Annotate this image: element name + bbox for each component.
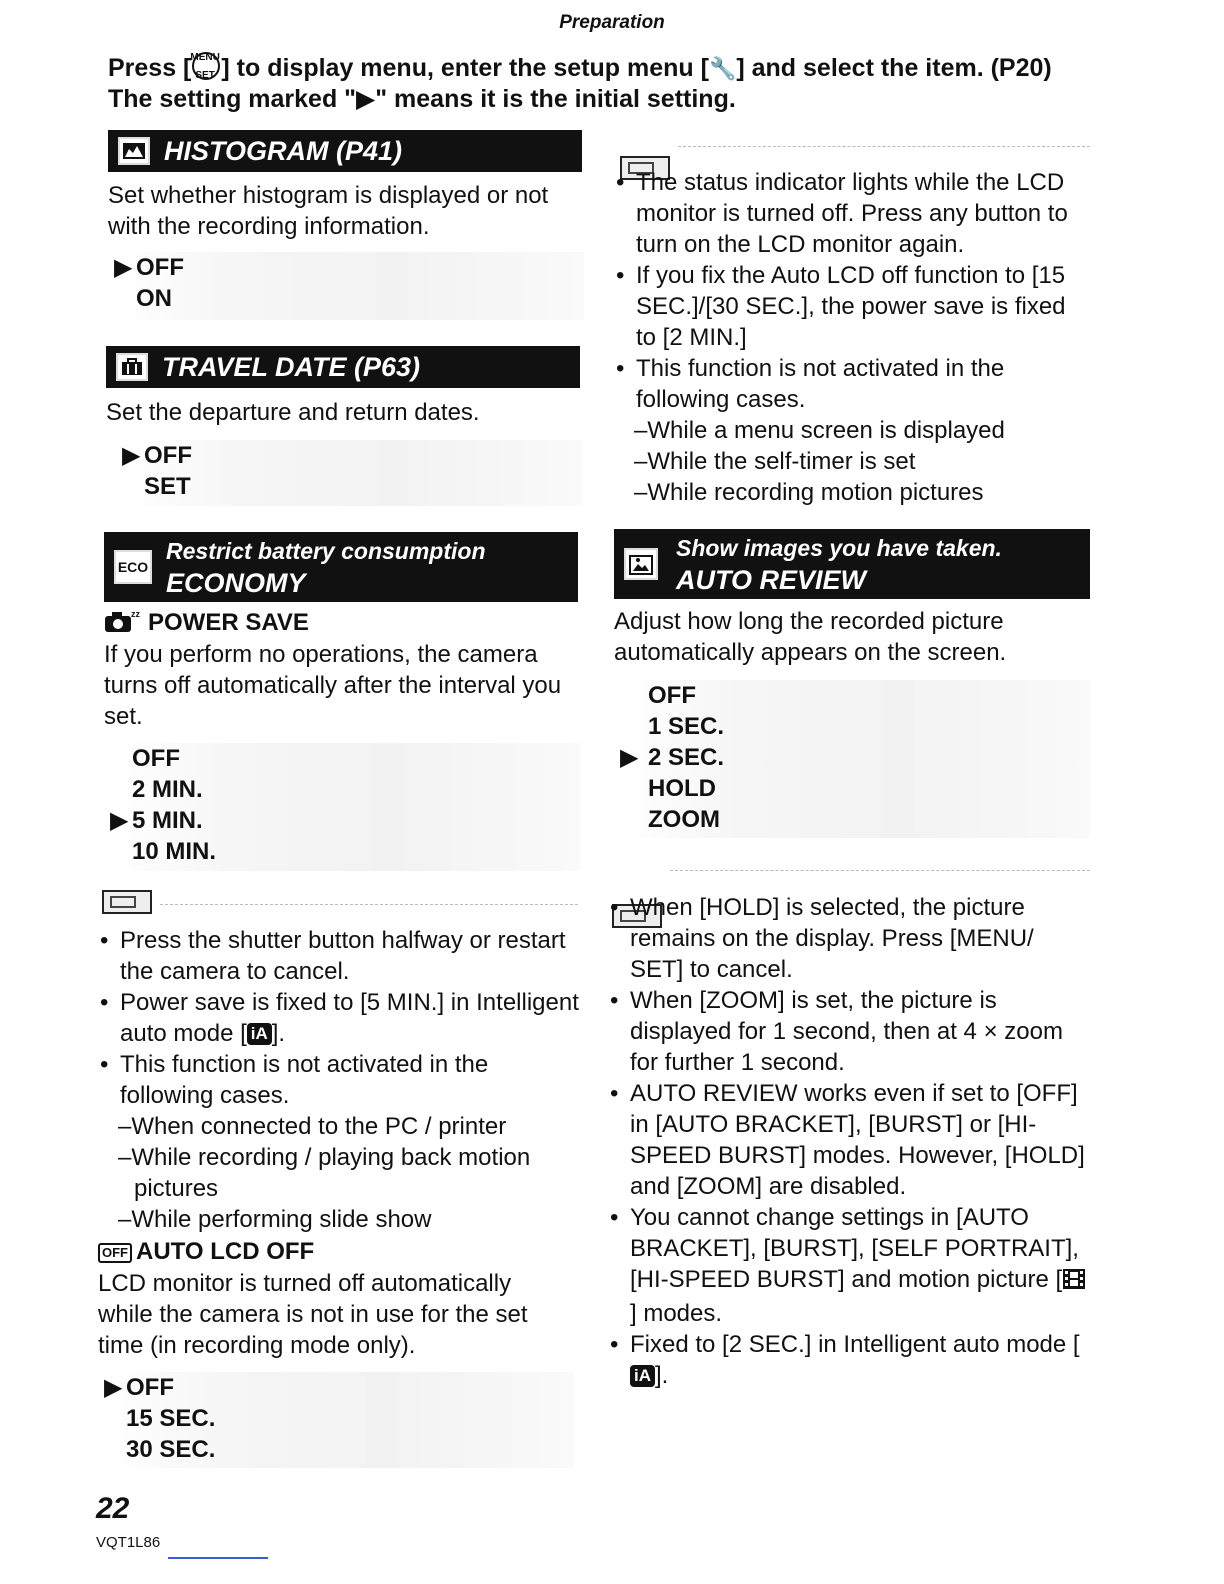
auto-review-description: Adjust how long the recorded picture automatically appears on the screen.	[614, 608, 1007, 666]
note-text: While recording / playing back motion pictures	[131, 1144, 531, 1202]
intro-line-1-part-b: ] to display menu, enter the setup menu [	[221, 54, 709, 82]
auto-review-option	[620, 711, 1090, 742]
travel-date-title: TRAVEL DATE (P63)	[162, 351, 421, 382]
auto-lcd-off-option	[104, 1372, 574, 1403]
review-image-icon	[624, 548, 658, 580]
note-dash-item: –While recording motion pictures	[634, 479, 984, 506]
auto-review-subtitle: Show images you have taken.	[676, 535, 1002, 561]
power-save-option	[110, 774, 580, 805]
option-label: 5 MIN.	[132, 807, 203, 834]
note-divider	[160, 904, 578, 905]
section-label: Preparation	[559, 12, 665, 33]
option-label: ON	[136, 285, 172, 312]
economy-title-stack	[166, 535, 486, 599]
travel-date-header	[106, 346, 580, 388]
note-dash-item: –While the self-timer is set	[634, 448, 916, 475]
note-text: You cannot change settings in [AUTO BRACKET], [BURST], [SELF PORTRAIT], [HI-SPEED BURST] and motion picture [	[630, 1204, 1079, 1293]
auto-review-title: AUTO REVIEW	[676, 565, 867, 595]
lcd-off-icon: OFF	[98, 1243, 132, 1263]
eco-icon: ECO	[114, 550, 152, 584]
auto-review-header	[614, 529, 1090, 599]
note-bullet: • Press the shutter button halfway or restart the camera to cancel.	[100, 925, 580, 987]
option-label: ZOOM	[648, 806, 720, 833]
power-save-heading-text: POWER SAVE	[148, 609, 309, 636]
note-bullet: • When [HOLD] is selected, the picture remains on the display. Press [MENU/ SET] to cancel.	[610, 892, 1092, 985]
travel-date-options	[122, 440, 582, 506]
auto-review-notes	[610, 892, 1092, 1391]
power-save-heading	[104, 607, 309, 641]
note-text: ].	[655, 1362, 669, 1389]
economy-header	[104, 532, 578, 602]
intro-line-1	[108, 52, 1168, 84]
note-bullet: • This function is not activated in the following cases.	[616, 353, 1092, 415]
intelligent-auto-icon: iA	[247, 1023, 272, 1045]
travel-date-option-off	[122, 440, 582, 471]
note-text: While recording motion pictures	[647, 479, 984, 506]
initial-setting-marker-icon: ▶	[104, 1374, 123, 1401]
option-label: OFF	[144, 442, 192, 469]
intro-text	[108, 52, 1168, 115]
auto-review-title-stack	[676, 532, 1002, 596]
note-divider	[678, 146, 1090, 147]
economy-title: ECONOMY	[166, 568, 306, 598]
note-text: Power save is fixed to [5 MIN.] in Intelligent auto mode [	[120, 989, 579, 1047]
note-bullet	[610, 1329, 1092, 1391]
option-label: SET	[144, 473, 191, 500]
option-label: 2 MIN.	[132, 776, 203, 803]
histogram-description: Set whether histogram is displayed or not with the recording information.	[108, 182, 549, 240]
power-save-description: If you perform no operations, the camera turns off automatically after the interval you set.	[104, 641, 562, 730]
auto-review-option	[620, 804, 1090, 835]
note-bullet	[610, 1202, 1092, 1329]
power-save-options	[110, 743, 580, 871]
intro-line-2: The setting marked "▶" means it is the initial setting.	[108, 85, 736, 113]
note-bullet: • The status indicator lights while the LCD monitor is turned off. Press any button to turn on the LCD monitor again.	[616, 167, 1092, 260]
wrench-icon: 🔧	[708, 56, 737, 81]
auto-lcd-off-heading-text: AUTO LCD OFF	[136, 1238, 315, 1265]
auto-review-option	[620, 773, 1090, 804]
option-label: OFF	[136, 254, 184, 281]
model-code: VQT1L86	[96, 1534, 161, 1551]
intro-line-1-part-c: ] and select the item. (P20)	[736, 54, 1052, 82]
option-label: HOLD	[648, 775, 716, 802]
option-label: 2 SEC.	[648, 744, 725, 771]
option-label: 10 MIN.	[132, 838, 217, 865]
option-label: 1 SEC.	[648, 713, 725, 740]
option-label: OFF	[132, 745, 180, 772]
economy-subtitle: Restrict battery consumption	[166, 538, 486, 564]
note-text: While a menu screen is displayed	[647, 417, 1005, 444]
option-label: OFF	[126, 1374, 174, 1401]
auto-review-option	[620, 742, 1090, 773]
note-text: While the self-timer is set	[647, 448, 916, 475]
motion-picture-icon	[1062, 1267, 1086, 1298]
auto-lcd-off-options	[104, 1372, 574, 1468]
note-bullet: • If you fix the Auto LCD off function to [15 SEC.]/[30 SEC.], the power save is fixed to [2 MIN.]	[616, 260, 1092, 353]
option-label: 30 SEC.	[126, 1436, 216, 1463]
histogram-title: HISTOGRAM (P41)	[164, 135, 403, 166]
footer-rule	[168, 1557, 268, 1559]
histogram-option-on	[114, 283, 584, 314]
auto-lcd-off-option	[104, 1403, 574, 1434]
set-glyph-label: SET	[195, 70, 215, 81]
power-save-camera-icon	[104, 609, 140, 641]
auto-review-options	[620, 680, 1090, 838]
auto-review-option	[620, 680, 1090, 711]
intro-line-1-part-a: Press [	[108, 54, 192, 82]
note-text: While performing slide show	[131, 1206, 432, 1233]
power-save-notes	[100, 925, 580, 1235]
auto-lcd-off-heading	[98, 1236, 314, 1267]
option-label: OFF	[648, 682, 696, 709]
note-bullet: • This function is not activated in the following cases.	[100, 1049, 580, 1111]
page-number: 22	[96, 1492, 130, 1525]
svg-text:zz: zz	[131, 609, 140, 619]
suitcase-icon	[116, 353, 148, 381]
note-dash-item: –While recording / playing back motion pictures	[118, 1144, 531, 1202]
note-text: ] modes.	[630, 1300, 723, 1327]
note-divider	[670, 870, 1090, 871]
note-icon	[102, 890, 152, 914]
initial-setting-marker-icon: ▶	[620, 744, 639, 771]
option-label: 15 SEC.	[126, 1405, 216, 1432]
initial-setting-marker-icon: ▶	[114, 254, 133, 281]
auto-lcd-off-description: LCD monitor is turned off automatically while the camera is not in use for the set time (in recording mode only).	[98, 1270, 528, 1359]
note-dash-item: –While performing slide show	[118, 1206, 432, 1233]
menu-glyph-label: MENU	[190, 52, 220, 63]
histogram-header	[108, 130, 582, 172]
note-text: Fixed to [2 SEC.] in Intelligent auto mode [	[630, 1331, 1080, 1358]
menu-set-button-icon	[192, 52, 220, 80]
histogram-option-off	[114, 252, 584, 283]
travel-date-option-set	[122, 471, 582, 502]
note-bullet: • When [ZOOM] is set, the picture is displayed for 1 second, then at 4 × zoom for further 1 second.	[610, 985, 1092, 1078]
power-save-option	[110, 743, 580, 774]
note-dash-item: –When connected to the PC / printer	[118, 1113, 507, 1140]
initial-setting-marker-icon: ▶	[110, 807, 129, 834]
histogram-icon	[118, 137, 150, 165]
auto-lcd-off-option	[104, 1434, 574, 1465]
auto-lcd-off-notes	[616, 167, 1092, 508]
power-save-option	[110, 805, 580, 836]
power-save-option	[110, 836, 580, 867]
note-bullet	[100, 987, 580, 1049]
note-dash-item: –While a menu screen is displayed	[634, 417, 1005, 444]
note-bullet: • AUTO REVIEW works even if set to [OFF] in [AUTO BRACKET], [BURST] or [HI-SPEED BURST] modes. However, [HOLD] and [ZOOM] are disabled.	[610, 1078, 1092, 1202]
note-text: When connected to the PC / printer	[131, 1113, 507, 1140]
note-text: ].	[271, 1020, 286, 1047]
travel-date-description: Set the departure and return dates.	[106, 399, 480, 426]
intelligent-auto-icon: iA	[630, 1365, 655, 1387]
histogram-options	[114, 252, 584, 320]
initial-setting-marker-icon: ▶	[122, 442, 141, 469]
